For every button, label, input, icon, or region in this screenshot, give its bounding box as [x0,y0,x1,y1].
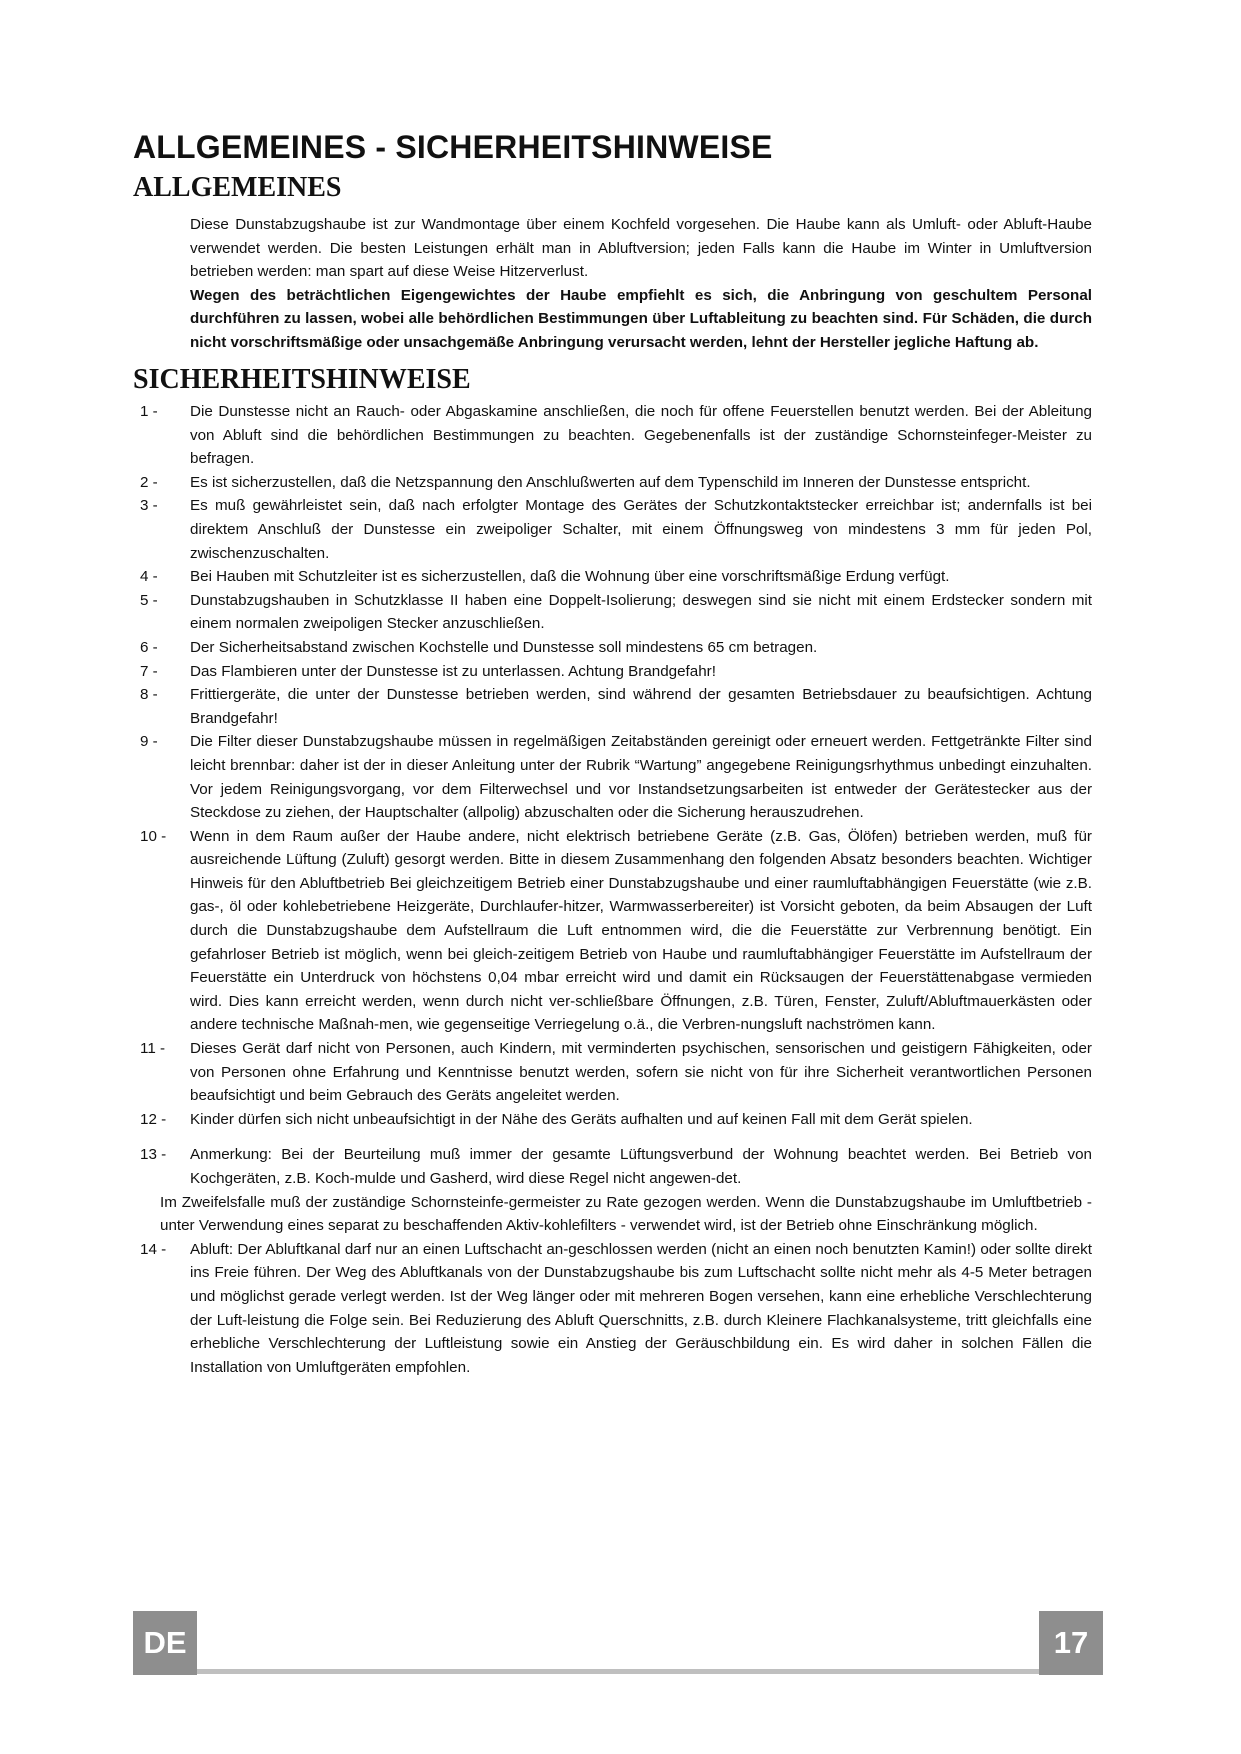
item-text: Anmerkung: Bei der Beurteilung muß immer der gesamte Lüftungsverbund der Wohnung beachtet werden. Bei Betrieb von Kochgeräten, z.B. Koch-mulde und Gasherd, wird diese Regel nicht angewen-det. [190,1146,1092,1187]
item-number: 13 - [140,1146,167,1164]
item-number: 11 - [140,1040,166,1058]
item-text: Das Flambieren unter der Dunstesse ist zu unterlassen. Achtung Brandgefahr! [190,662,716,680]
list-item [140,400,1092,471]
general-bold-paragraph: Wegen des beträchtlichen Eigengewichtes der Haube empfiehlt es sich, die Anbringung von geschultem Personal durchführen zu lassen, wobei alle behördlichen Bestimmungen über Luftableitung zu beachten sind. Für Schäden, die durch nicht vorschriftsmäßige oder unsachgemäße Anbringung verursacht werden, lehnt der Hersteller jegliche Haftung ab. [190,286,1092,351]
item-number: 10 - [140,827,167,845]
item-text: Die Filter dieser Dunstabzugshaube müssen in regelmäßigen Zeitabständen gereinigt oder erneuert werden. Fettgetränkte Filter sind leicht brennbar: daher ist der in dieser Anleitung unter der Rubrik “Wartung” angegebene Reinigungsrhythmus unbedingt einzuhalten. Vor jedem Reinigungsvorgang, vor dem Filterwechsel und vor Instandsetzungsarbeiten ist entweder der Gerätestecker aus der Steckdose zu ziehen, der Hauptschalter (allpolig) abzuschalten oder die Sicherung herauszudrehen. [190,733,1092,822]
footer-bar [133,1611,1103,1675]
item-text: Der Sicherheitsabstand zwischen Kochstelle und Dunstesse soll mindestens 65 cm betragen. [190,638,818,656]
item-text: Bei Hauben mit Schutzleiter ist es sicherzustellen, daß die Wohnung über eine vorschriftsmäßige Erdung verfügt. [190,568,950,586]
footer-divider [133,1669,1103,1674]
general-intro [190,213,1092,354]
item-text: Es muß gewährleistet sein, daß nach erfolgter Montage des Gerätes der Schutzkontaktstecker erreichbar ist; andernfalls ist bei direktem Anschluß der Dunstesse ein zweipoliger Schalter, mit einem Öffnungsweg von mindestens 3 mm für jeden Pol, zwischenzuschalten. [190,497,1092,562]
safety-list [140,400,1092,1379]
item-text: Die Dunstesse nicht an Rauch- oder Abgaskamine anschließen, die noch für offene Feuerstellen benutzt werden. Bei der Ableitung von Abluft sind die behördlichen Bestimmungen zu beachten. Gegebenenfalls ist der zuständige Schornsteinfeger-Meister zu befragen. [190,403,1092,468]
general-paragraph: Diese Dunstabzugshaube ist zur Wandmontage über einem Kochfeld vorgesehen. Die Haube kann als Umluft- oder Abluft-Haube verwendet werden. Die besten Leistungen erhält man in Abluftversion; jeden Falls kann die Haube im Winter in Umluftversion betrieben werden: man spart auf diese Weise Hitzerverlust. [190,216,1092,280]
list-item [140,636,1092,660]
item-number: 6 - [140,638,158,656]
item-text: Kinder dürfen sich nicht unbeaufsichtigt in der Nähe des Geräts aufhalten und auf keinen Fall mit dem Gerät spielen. [190,1110,973,1128]
list-item [140,1238,1092,1380]
list-item [140,589,1092,636]
item-number: 3 - [140,497,158,515]
list-item [140,730,1092,824]
item-number: 12 - [140,1110,167,1128]
list-item [140,1037,1092,1108]
page-title: ALLGEMEINES - SICHERHEITSHINWEISE [133,129,773,165]
section-title-safety: SICHERHEITSHINWEISE [133,364,471,395]
item-number: 2 - [140,473,158,491]
list-item [140,471,1092,495]
item-number: 8 - [140,686,158,704]
list-item [140,1108,1092,1132]
list-item [140,683,1092,730]
item-number: 5 - [140,591,158,609]
list-item [140,494,1092,565]
item-note: Im Zweifelsfalle muß der zuständige Schornsteinfe-germeister zu Rate gezogen werden. Wenn die Dunstabzugshaube im Umluftbetrieb - unter Verwendung eines separat zu beschaffenden Aktiv-kohlefilters - verwendet wird, ist der Betrieb ohne Einschränkung möglich. [160,1193,1092,1235]
list-item [140,660,1092,684]
page-number: 17 [1039,1611,1103,1675]
item-number: 9 - [140,733,158,751]
item-text: Abluft: Der Abluftkanal darf nur an einen Luftschacht an-geschlossen werden (nicht an einen noch benutzten Kamin!) oder sollte direkt ins Freie führen. Der Weg des Abluftkanals von der Dunstabzugshaube bis zum Luftschacht sollte nicht mehr als 4-5 Meter betragen und möglichst gerade verlegt werden. Ist der Weg länger oder mit mehreren Bogen versehen, kann eine erhebliche Verschlechterung der Luft-leistung die Folge sein. Bei Reduzierung des Abluft Querschnitts, z.B. durch Kleinere Flachkanalsysteme, tritt gleichfalls eine erhebliche Verschlechterung der Luftleistung sowie ein Anstieg der Geräuschbildung ein. Es wird daher in solchen Fällen die Installation von Umluftgeräten empfohlen. [190,1240,1092,1376]
list-item [140,825,1092,1037]
language-badge: DE [133,1611,197,1675]
item-text: Wenn in dem Raum außer der Haube andere, nicht elektrisch betriebene Geräte (z.B. Gas, Ölöfen) betrieben werden, muß für ausreichende Lüftung (Zuluft) gesorgt werden. Bitte in diesem Zusammenhang den folgenden Absatz besonders beachten. Wichtiger Hinweis für den Abluftbetrieb Bei gleichzeitigem Betrieb einer Dunstabzugshaube und einer raumluftabhängigen Feuerstätte (wie z.B. gas-, öl oder kohlebetriebene Heizgeräte, Durchlaufer-hitzer, Warmwasserbereiter) ist Vorsicht geboten, da beim Absaugen der Luft durch die Dunstabzugshaube dem Aufstellraum die Luft entnommen wird, die die Feuerstätte zur Verbrennung benötigt. Ein gefahrloser Betrieb ist möglich, wenn bei gleich-zeitigem Betrieb von Haube und raumluftabhängiger Feuerstätte im Aufstellraum der Feuerstätte ein Unterdruck von höchstens 0,04 mbar erreicht wird und damit ein Rücksaugen der Feuerstättenabgase vermieden wird. Dies kann erreicht werden, wenn durch nicht ver-schließbare Öffnungen, z.B. Türen, Fenster, Zuluft/Abluftmauerkästen oder andere technische Maßnah-men, wie gegenseitige Verriegelung o.ä., die Verbren-nungsluft nachströmen kann. [190,827,1092,1034]
item-text: Es ist sicherzustellen, daß die Netzspannung den Anschlußwerten auf dem Typenschild im Inneren der Dunstesse entspricht. [190,473,1031,491]
item-text: Dunstabzugshauben in Schutzklasse II haben eine Doppelt-Isolierung; deswegen sind sie nicht mit einem Erdstecker sondern mit einem normalen zweipoligen Stecker anzuschließen. [190,591,1092,633]
item-number: 4 - [140,568,158,586]
item-number: 14 - [140,1240,167,1258]
list-item [140,565,1092,589]
item-text: Dieses Gerät darf nicht von Personen, auch Kindern, mit verminderten psychischen, sensorischen und geistigern Fähigkeiten, oder von Personen ohne Erfahrung und Kenntnisse benutzt werden, sofern sie nicht von für ihre Sicherheit verantwortlichen Personen beaufsichtigt und beim Gebrauch des Geräts angeleitet werden. [190,1040,1092,1105]
item-text: Frittiergeräte, die unter der Dunstesse betrieben werden, sind während der gesamten Betriebsdauer zu beaufsichtigen. Achtung Brandgefahr! [190,686,1092,727]
item-number: 1 - [140,403,158,420]
item-number: 7 - [140,662,158,680]
section-title-general: ALLGEMEINES [133,172,342,203]
list-item [140,1143,1092,1237]
